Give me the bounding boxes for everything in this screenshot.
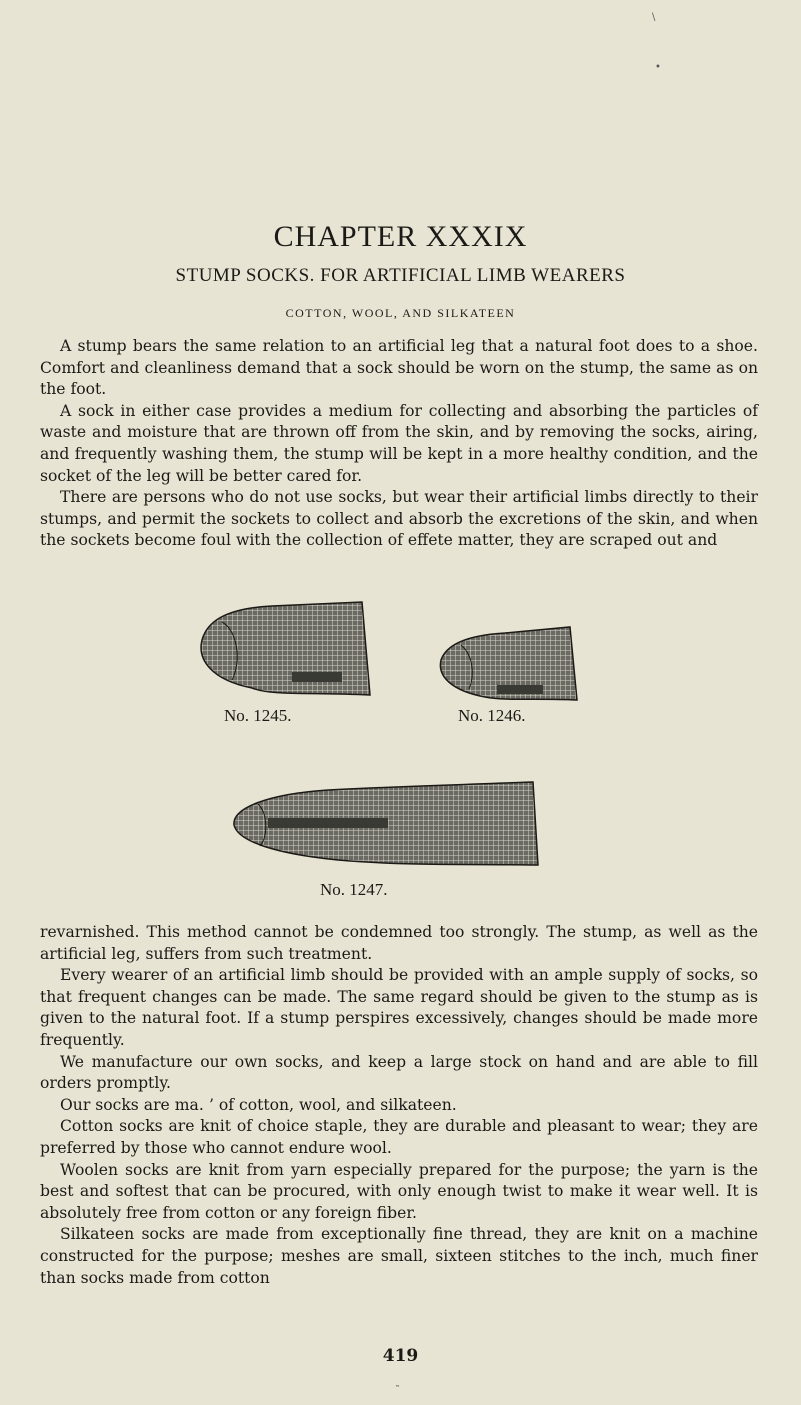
paragraph: Our socks are ma․ ’ of cotton, wool, and silkateen. — [60, 1095, 457, 1114]
figure-caption-1245: No. 1245. — [224, 706, 292, 725]
paragraph: Woolen socks are knit from yarn especially prepared for the purpose; the yarn is the best and softest that can be procured, with only enough twist to make it wear well. It is absolutely free from cotton or any foreign fiber. — [40, 1160, 758, 1222]
paragraph: A sock in either case provides a medium for collecting and absorbing the particles of waste and moisture that are thrown off from the skin, and by removing the socks, airing, and frequently washing them, the stump will be kept in a more healthy condition, and the socket of the leg will be better cared for. — [40, 401, 758, 485]
chapter-title: CHAPTER XXXIX — [273, 220, 528, 253]
margin-speck: • — [655, 62, 661, 73]
figure-caption-1246: No. 1246. — [458, 706, 526, 725]
paragraph: A stump bears the same relation to an artificial leg that a natural foot does to a shoe. Comfort and cleanliness demand that a sock should be worn on the stump, the same as on the foot. — [40, 337, 758, 399]
margin-speck: ˜ — [395, 1385, 400, 1396]
paragraph: Every wearer of an artificial limb should be provided with an ample supply of socks, so that frequent changes can be made. The same regard should be given to the stump as is given to the natural foot. If a stump perspires excessively, changes should be made more frequently. — [40, 966, 758, 1049]
text-block-bottom — [40, 922, 758, 1289]
margin-speck: \ — [652, 12, 656, 23]
stump-sock-1246-illustration — [425, 625, 585, 705]
paragraph: There are persons who do not use socks, but wear their artificial limbs directly to their stumps, and permit the sockets to collect and absorb the excretions of the skin, and when the sockets become foul with the collection of effete matter, they are scraped out and — [40, 488, 758, 550]
paragraph: Cotton socks are knit of choice staple, they are durable and pleasant to wear; they are preferred by those who cannot endure wool. — [40, 1117, 758, 1157]
paragraph: Silkateen socks are made from exceptionally fine thread, they are knit on a machine constructed for the purpose; meshes are small, sixteen stitches to the inch, much finer than socks made from cotton — [40, 1225, 758, 1287]
page-number: 419 — [382, 1346, 419, 1366]
figure-caption-1247: No. 1247. — [320, 880, 388, 899]
paragraph: revarnished. This method cannot be condemned too strongly. The stump, as well as the artificial leg, suffers from such treatment. — [40, 923, 758, 963]
text-block-top — [40, 336, 758, 552]
stump-sock-1245-illustration — [192, 600, 382, 700]
section-subtitle: COTTON, WOOL, AND SILKATEEN — [285, 306, 516, 320]
paragraph: We manufacture our own socks, and keep a large stock on hand and are able to fill orders promptly. — [40, 1052, 758, 1093]
chapter-subtitle: STUMP SOCKS. FOR ARTIFICIAL LIMB WEARERS — [175, 265, 626, 286]
stump-sock-1247-illustration — [228, 780, 548, 870]
